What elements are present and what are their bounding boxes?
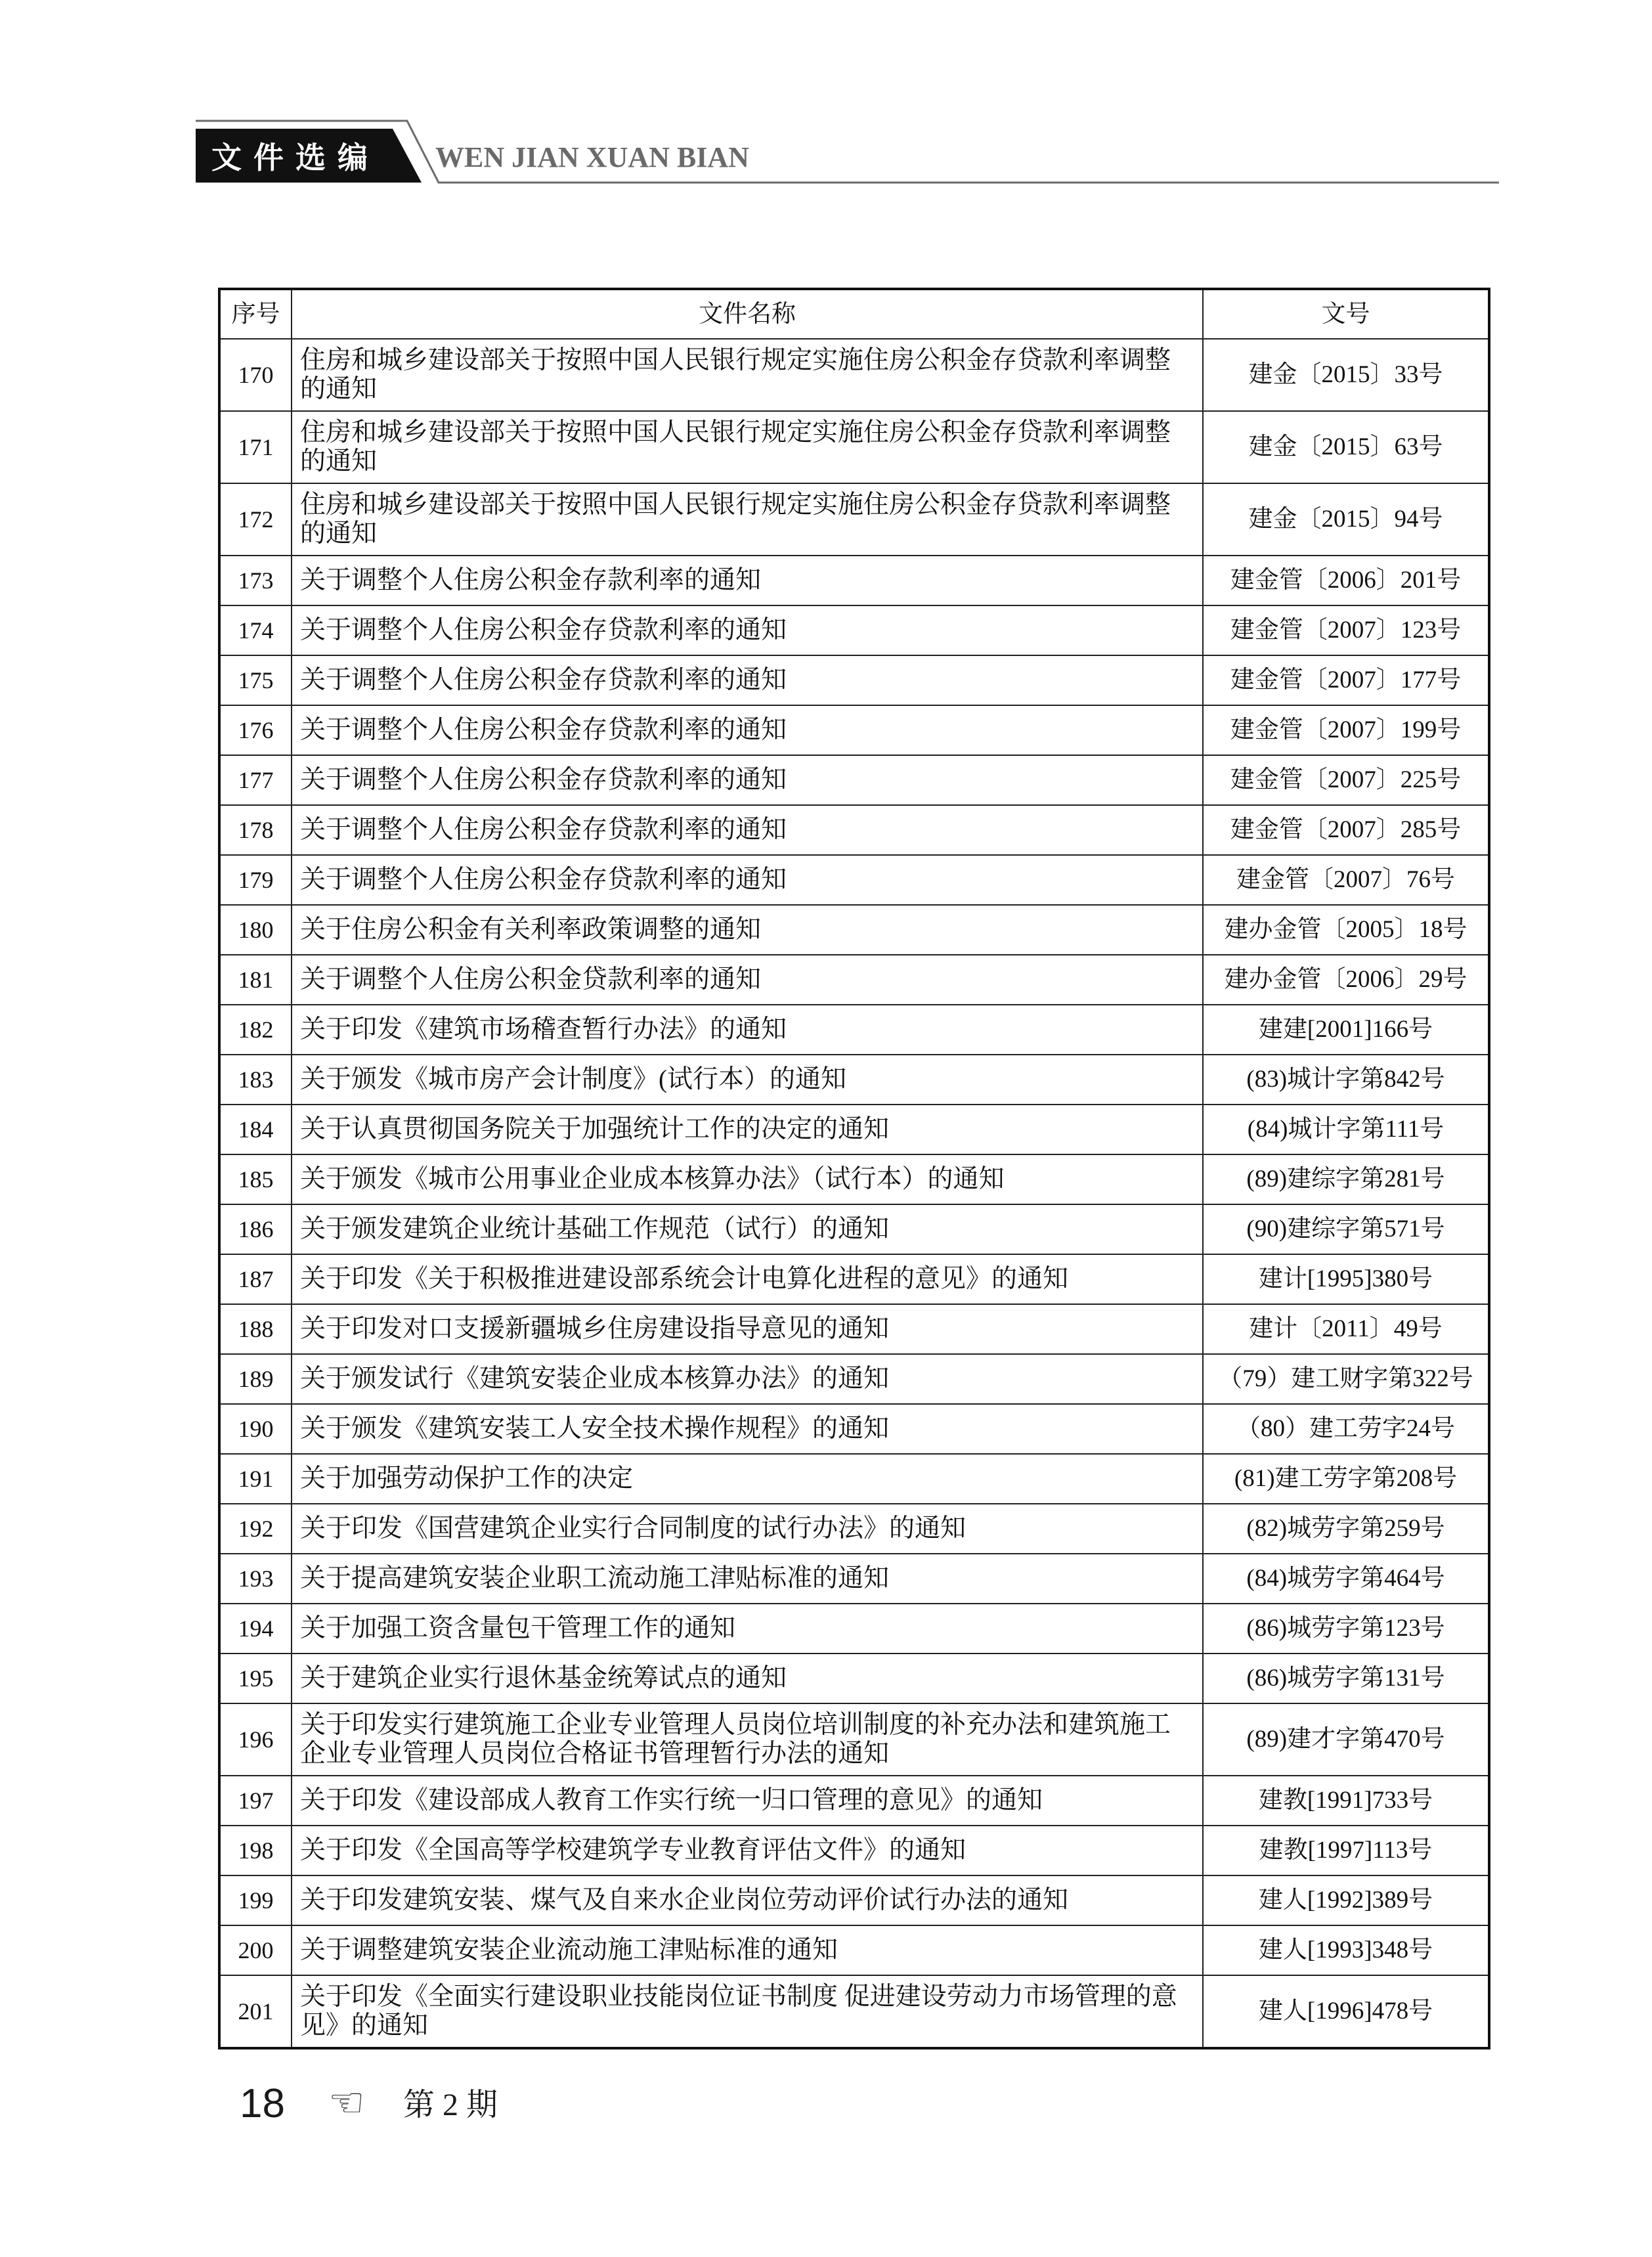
document-title: 关于颁发《城市房产会计制度》(试行本）的通知 [292,1055,1203,1105]
document-title: 关于印发《全国高等学校建筑学专业教育评估文件》的通知 [292,1826,1203,1875]
row-number: 171 [219,411,292,483]
document-number: 建计[1995]380号 [1203,1254,1489,1304]
table-row [219,1826,1489,1875]
document-number: (89)建才字第470号 [1203,1703,1489,1776]
page-number: 18 [240,2081,285,2126]
row-number: 178 [219,805,292,855]
table-row [219,1703,1489,1776]
document-title: 关于提高建筑安装企业职工流动施工津贴标准的通知 [292,1554,1203,1604]
row-number: 189 [219,1354,292,1404]
table-row [219,705,1489,755]
document-title: 住房和城乡建设部关于按照中国人民银行规定实施住房公积金存贷款利率调整的通知 [292,339,1203,411]
table-row [219,1304,1489,1354]
document-title: 关于印发《全面实行建设职业技能岗位证书制度 促进建设劳动力市场管理的意见》的通知 [292,1975,1203,2048]
row-number: 194 [219,1604,292,1654]
document-number: (89)建综字第281号 [1203,1154,1489,1204]
table-row [219,1404,1489,1454]
document-number: 建金〔2015〕33号 [1203,339,1489,411]
document-title: 关于调整个人住房公积金存款利率的通知 [292,556,1203,605]
table-row [219,1454,1489,1504]
document-title: 关于印发《建设部成人教育工作实行统一归口管理的意见》的通知 [292,1776,1203,1826]
row-number: 175 [219,655,292,705]
document-number: 建教[1991]733号 [1203,1776,1489,1826]
row-number: 173 [219,556,292,605]
table-row [219,1005,1489,1055]
document-title: 关于建筑企业实行退休基金统筹试点的通知 [292,1654,1203,1703]
table-header-row [219,289,1489,339]
table-header [219,289,1489,339]
row-number: 183 [219,1055,292,1105]
table-row [219,1975,1489,2048]
table-row [219,1875,1489,1925]
table-row [219,655,1489,705]
table-row [219,905,1489,955]
table-row [219,1776,1489,1826]
table-row [219,1354,1489,1404]
document-title: 关于调整建筑安装企业流动施工津贴标准的通知 [292,1925,1203,1975]
row-number: 181 [219,955,292,1005]
document-title: 关于颁发《城市公用事业企业成本核算办法》（试行本）的通知 [292,1154,1203,1204]
document-number: (86)城劳字第131号 [1203,1654,1489,1703]
row-number: 199 [219,1875,292,1925]
document-number: 建计〔2011〕49号 [1203,1304,1489,1354]
document-title: 住房和城乡建设部关于按照中国人民银行规定实施住房公积金存贷款利率调整的通知 [292,411,1203,483]
document-number: 建人[1993]348号 [1203,1925,1489,1975]
document-title: 关于调整个人住房公积金存贷款利率的通知 [292,655,1203,705]
row-number: 174 [219,605,292,655]
document-number: （80）建工劳字24号 [1203,1404,1489,1454]
table-row [219,556,1489,605]
table-row [219,1204,1489,1254]
pointing-hand-icon: ☜ [328,2078,365,2126]
row-number: 172 [219,483,292,556]
document-title: 关于印发《建筑市场稽查暂行办法》的通知 [292,1005,1203,1055]
row-number: 185 [219,1154,292,1204]
column-header-doc-number: 文号 [1203,289,1489,339]
document-title: 关于认真贯彻国务院关于加强统计工作的决定的通知 [292,1105,1203,1154]
document-number: 建建[2001]166号 [1203,1005,1489,1055]
row-number: 195 [219,1654,292,1703]
document-title: 关于印发建筑安装、煤气及自来水企业岗位劳动评价试行办法的通知 [292,1875,1203,1925]
row-number: 180 [219,905,292,955]
document-title: 关于调整个人住房公积金贷款利率的通知 [292,955,1203,1005]
document-number: 建金管〔2007〕177号 [1203,655,1489,705]
row-number: 170 [219,339,292,411]
row-number: 176 [219,705,292,755]
row-number: 177 [219,755,292,805]
document-number: 建人[1996]478号 [1203,1975,1489,2048]
row-number: 191 [219,1454,292,1504]
column-header-title: 文件名称 [292,289,1203,339]
table-row [219,1154,1489,1204]
document-number: 建教[1997]113号 [1203,1826,1489,1875]
row-number: 198 [219,1826,292,1875]
table-row [219,411,1489,483]
table-row [219,483,1489,556]
document-title: 关于印发对口支援新疆城乡住房建设指导意见的通知 [292,1304,1203,1354]
document-number: 建金〔2015〕94号 [1203,483,1489,556]
table-row [219,805,1489,855]
document-number: (84)城劳字第464号 [1203,1554,1489,1604]
document-title: 关于加强工资含量包干管理工作的通知 [292,1604,1203,1654]
table-row [219,1504,1489,1554]
row-number: 201 [219,1975,292,2048]
document-number: 建金管〔2007〕285号 [1203,805,1489,855]
document-number: 建金管〔2007〕76号 [1203,855,1489,905]
document-title: 关于调整个人住房公积金存贷款利率的通知 [292,855,1203,905]
document-title: 关于颁发建筑企业统计基础工作规范（试行）的通知 [292,1204,1203,1254]
document-title: 关于调整个人住房公积金存贷款利率的通知 [292,805,1203,855]
row-number: 196 [219,1703,292,1776]
document-number: (90)建综字第571号 [1203,1204,1489,1254]
document-title: 关于印发实行建筑施工企业专业管理人员岗位培训制度的补充办法和建筑施工企业专业管理人员岗位合格证书管理暂行办法的通知 [292,1703,1203,1776]
table-row [219,1604,1489,1654]
table-row [219,1105,1489,1154]
document-title: 关于印发《关于积极推进建设部系统会计电算化进程的意见》的通知 [292,1254,1203,1304]
document-title: 关于调整个人住房公积金存贷款利率的通知 [292,605,1203,655]
table-row [219,1055,1489,1105]
table-row [219,1554,1489,1604]
row-number: 188 [219,1304,292,1354]
document-number: 建办金管〔2005〕18号 [1203,905,1489,955]
row-number: 186 [219,1204,292,1254]
document-title: 关于住房公积金有关利率政策调整的通知 [292,905,1203,955]
document-list-table [218,288,1490,2049]
document-number: (84)城计字第111号 [1203,1105,1489,1154]
row-number: 193 [219,1554,292,1604]
section-title-cn: 文件选编 [211,140,380,175]
document-number: （79）建工财字第322号 [1203,1354,1489,1404]
issue-label: 第 2 期 [403,2088,498,2122]
document-title: 关于印发《国营建筑企业实行合同制度的试行办法》的通知 [292,1504,1203,1554]
table-row [219,755,1489,805]
document-number: 建金管〔2006〕201号 [1203,556,1489,605]
document-number: (83)城计字第842号 [1203,1055,1489,1105]
table-row [219,1654,1489,1703]
row-number: 184 [219,1105,292,1154]
table-body [219,339,1489,2048]
row-number: 179 [219,855,292,905]
row-number: 200 [219,1925,292,1975]
document-number: 建金〔2015〕63号 [1203,411,1489,483]
table-row [219,1254,1489,1304]
column-header-number: 序号 [219,289,292,339]
row-number: 190 [219,1404,292,1454]
document-number: 建办金管〔2006〕29号 [1203,955,1489,1005]
document-number: (81)建工劳字第208号 [1203,1454,1489,1504]
table-row [219,855,1489,905]
table-row [219,339,1489,411]
document-number: 建金管〔2007〕123号 [1203,605,1489,655]
document-number: 建金管〔2007〕225号 [1203,755,1489,805]
table-row [219,1925,1489,1975]
document-number: (82)城劳字第259号 [1203,1504,1489,1554]
table-row [219,605,1489,655]
document-title: 住房和城乡建设部关于按照中国人民银行规定实施住房公积金存贷款利率调整的通知 [292,483,1203,556]
document-number: 建人[1992]389号 [1203,1875,1489,1925]
document-title: 关于颁发《建筑安装工人安全技术操作规程》的通知 [292,1404,1203,1454]
row-number: 182 [219,1005,292,1055]
document-title: 关于颁发试行《建筑安装企业成本核算办法》的通知 [292,1354,1203,1404]
table-row [219,955,1489,1005]
document-title: 关于调整个人住房公积金存贷款利率的通知 [292,705,1203,755]
document-number: 建金管〔2007〕199号 [1203,705,1489,755]
document-title: 关于调整个人住房公积金存贷款利率的通知 [292,755,1203,805]
section-title-pinyin: WEN JIAN XUAN BIAN [435,141,749,173]
row-number: 187 [219,1254,292,1304]
document-title: 关于加强劳动保护工作的决定 [292,1454,1203,1504]
row-number: 192 [219,1504,292,1554]
row-number: 197 [219,1776,292,1826]
document-number: (86)城劳字第123号 [1203,1604,1489,1654]
